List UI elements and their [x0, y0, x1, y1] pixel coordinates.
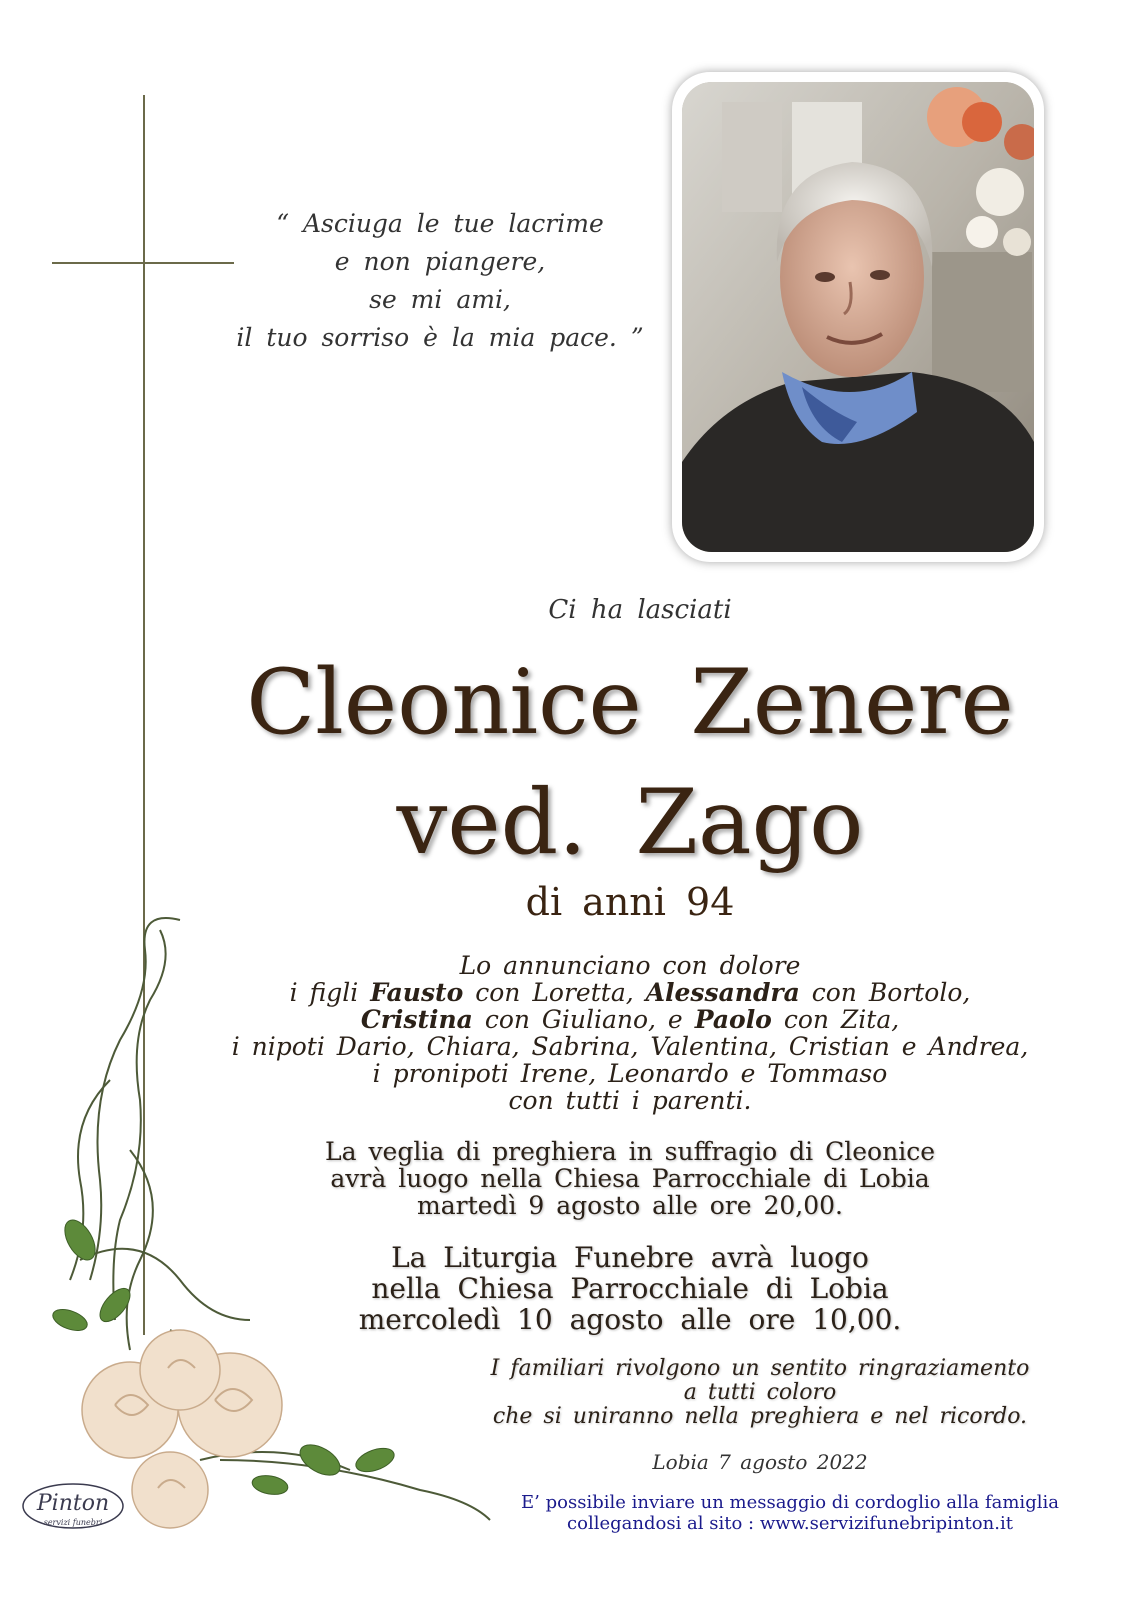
floral-decoration: [20, 900, 520, 1560]
intro-text: Ci ha lasciati: [548, 595, 732, 625]
quote-line: “ Asciuga le tue lacrime: [276, 209, 604, 238]
portrait-photo: [682, 82, 1034, 552]
quote-line: se mi ami,: [369, 285, 511, 314]
text-fragment: con Zita,: [771, 1005, 900, 1034]
child-name: Fausto: [370, 978, 464, 1007]
vigil-line: avrà luogo nella Chiesa Parrocchiale di Lobia: [330, 1164, 930, 1193]
announcement-line: i pronipoti Irene, Leonardo e Tommaso: [372, 1059, 888, 1088]
vigil-line: martedì 9 agosto alle ore 20,00.: [417, 1191, 843, 1220]
svg-text:Pinton: Pinton: [36, 1491, 110, 1516]
contact-line: E’ possibile inviare un messaggio di cordoglio alla famiglia: [521, 1492, 1059, 1513]
thanks-notice: [440, 1357, 1080, 1429]
portrait-illustration: [682, 82, 1034, 552]
funeral-line: La Liturgia Funebre avrà luogo: [391, 1241, 869, 1274]
contact-link[interactable]: collegandosi al sito : www.servizifunebripinton.it: [567, 1513, 1013, 1534]
text-fragment: con Bortolo,: [799, 978, 971, 1007]
announcement-line: i nipoti Dario, Chiara, Sabrina, Valentina, Cristian e Andrea,: [231, 1032, 1029, 1061]
deceased-name: Cleonice Zenere: [246, 650, 1014, 755]
pinton-logo: [18, 1478, 128, 1538]
text-fragment: con Giuliano, e: [472, 1005, 695, 1034]
thanks-line: che si uniranno nella preghiera e nel ricordo.: [492, 1404, 1028, 1429]
condolence-contact: [470, 1492, 1110, 1534]
vigil-line: La veglia di preghiera in suffragio di Cleonice: [324, 1137, 935, 1166]
text-fragment: i figli: [289, 978, 371, 1007]
deceased-age: di anni 94: [525, 880, 735, 924]
place-date: Lobia 7 agosto 2022: [652, 1450, 868, 1474]
announcement-line: con tutti i parenti.: [508, 1086, 752, 1115]
quote-line: il tuo sorriso è la mia pace. ”: [236, 323, 644, 352]
quote: [230, 205, 650, 357]
thanks-line: I familiari rivolgono un sentito ringraziamento: [490, 1356, 1030, 1381]
child-name: Alessandra: [645, 978, 800, 1007]
announcement-line: Lo annunciano con dolore: [459, 951, 801, 980]
child-name: Cristina: [360, 1005, 473, 1034]
child-name: Paolo: [694, 1005, 772, 1034]
portrait-frame: [672, 72, 1044, 562]
cross-horizontal-bar: [52, 262, 234, 264]
deceased-widow-of: ved. Zago: [396, 770, 864, 875]
funeral-line: mercoledì 10 agosto alle ore 10,00.: [358, 1303, 902, 1336]
quote-line: e non piangere,: [334, 247, 546, 276]
svg-text:servizi funebri: servizi funebri: [43, 1518, 103, 1527]
funeral-line: nella Chiesa Parrocchiale di Lobia: [371, 1272, 889, 1305]
thanks-line: a tutti coloro: [683, 1380, 837, 1405]
text-fragment: con Loretta,: [463, 978, 646, 1007]
